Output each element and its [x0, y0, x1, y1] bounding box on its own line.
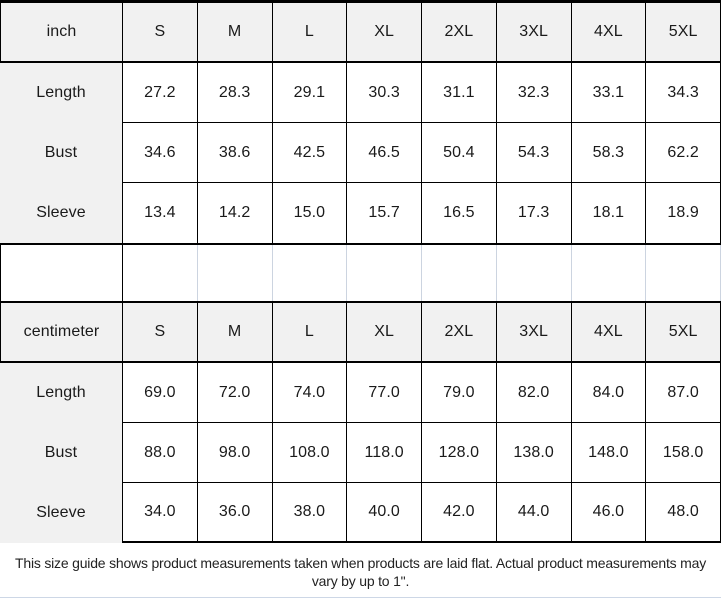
spacer-cell [422, 245, 497, 301]
row-label: Bust [0, 123, 123, 183]
table-row [0, 183, 721, 243]
table-row [0, 363, 721, 423]
table-row [0, 423, 721, 483]
spacer-cell [347, 245, 422, 301]
value-cell: 44.0 [497, 483, 572, 543]
value-cell: 50.4 [422, 123, 497, 183]
value-cell: 158.0 [646, 423, 721, 483]
value-cell: 42.0 [422, 483, 497, 543]
value-cell: 14.2 [198, 183, 273, 243]
value-cell: 84.0 [572, 363, 647, 423]
value-cell: 82.0 [497, 363, 572, 423]
size-header-cell: S [123, 303, 198, 361]
spacer-cell [646, 245, 721, 301]
value-cell: 74.0 [273, 363, 348, 423]
inch-header-row [0, 3, 721, 63]
table-row [0, 63, 721, 123]
value-cell: 34.6 [123, 123, 198, 183]
value-cell: 69.0 [123, 363, 198, 423]
table-row [0, 483, 721, 543]
value-cell: 62.2 [646, 123, 721, 183]
value-cell: 34.0 [123, 483, 198, 543]
value-cell: 128.0 [422, 423, 497, 483]
value-cell: 33.1 [572, 63, 647, 123]
size-header-cell: XL [347, 303, 422, 361]
size-header-cell: 4XL [572, 3, 647, 61]
size-header-cell: 3XL [497, 303, 572, 361]
value-cell: 28.3 [198, 63, 273, 123]
size-header-cell: M [198, 303, 273, 361]
value-cell: 46.5 [347, 123, 422, 183]
value-cell: 42.5 [273, 123, 348, 183]
value-cell: 15.7 [347, 183, 422, 243]
value-cell: 108.0 [273, 423, 348, 483]
value-cell: 79.0 [422, 363, 497, 423]
row-label: Sleeve [0, 183, 123, 243]
value-cell: 138.0 [497, 423, 572, 483]
value-cell: 46.0 [572, 483, 647, 543]
value-cell: 29.1 [273, 63, 348, 123]
footer-note: This size guide shows product measurements taken when products are laid flat. Actual product measurements may vary by up to 1". [0, 543, 721, 598]
size-header-cell: 2XL [422, 303, 497, 361]
row-label: Length [0, 63, 123, 123]
value-cell: 98.0 [198, 423, 273, 483]
spacer-cell [497, 245, 572, 301]
value-cell: 16.5 [422, 183, 497, 243]
value-cell: 87.0 [646, 363, 721, 423]
value-cell: 32.3 [497, 63, 572, 123]
cm-size-table [0, 303, 721, 543]
value-cell: 58.3 [572, 123, 647, 183]
size-header-cell: 4XL [572, 303, 647, 361]
size-header-cell: 5XL [646, 303, 721, 361]
value-cell: 38.6 [198, 123, 273, 183]
value-cell: 88.0 [123, 423, 198, 483]
size-header-cell: M [198, 3, 273, 61]
row-label: Sleeve [0, 483, 123, 543]
inch-size-table [0, 3, 721, 243]
value-cell: 72.0 [198, 363, 273, 423]
spacer-cell [0, 245, 123, 301]
row-label: Length [0, 363, 123, 423]
row-label: Bust [0, 423, 123, 483]
value-cell: 36.0 [198, 483, 273, 543]
value-cell: 54.3 [497, 123, 572, 183]
spacer-cell [572, 245, 647, 301]
value-cell: 15.0 [273, 183, 348, 243]
value-cell: 13.4 [123, 183, 198, 243]
size-header-cell: 5XL [646, 3, 721, 61]
value-cell: 18.9 [646, 183, 721, 243]
value-cell: 77.0 [347, 363, 422, 423]
value-cell: 34.3 [646, 63, 721, 123]
size-header-cell: L [273, 303, 348, 361]
size-header-cell: XL [347, 3, 422, 61]
value-cell: 17.3 [497, 183, 572, 243]
unit-header-cell: inch [0, 3, 123, 61]
size-header-cell: S [123, 3, 198, 61]
value-cell: 48.0 [646, 483, 721, 543]
cm-header-row [0, 303, 721, 363]
value-cell: 38.0 [273, 483, 348, 543]
size-header-cell: L [273, 3, 348, 61]
spacer-cell [123, 245, 198, 301]
value-cell: 40.0 [347, 483, 422, 543]
table-row [0, 123, 721, 183]
value-cell: 148.0 [572, 423, 647, 483]
spacer-cell [198, 245, 273, 301]
value-cell: 118.0 [347, 423, 422, 483]
value-cell: 31.1 [422, 63, 497, 123]
spacer-row [0, 243, 721, 303]
value-cell: 30.3 [347, 63, 422, 123]
value-cell: 27.2 [123, 63, 198, 123]
size-header-cell: 2XL [422, 3, 497, 61]
spacer-cell [273, 245, 348, 301]
size-header-cell: 3XL [497, 3, 572, 61]
unit-header-cell: centimeter [0, 303, 123, 361]
value-cell: 18.1 [572, 183, 647, 243]
